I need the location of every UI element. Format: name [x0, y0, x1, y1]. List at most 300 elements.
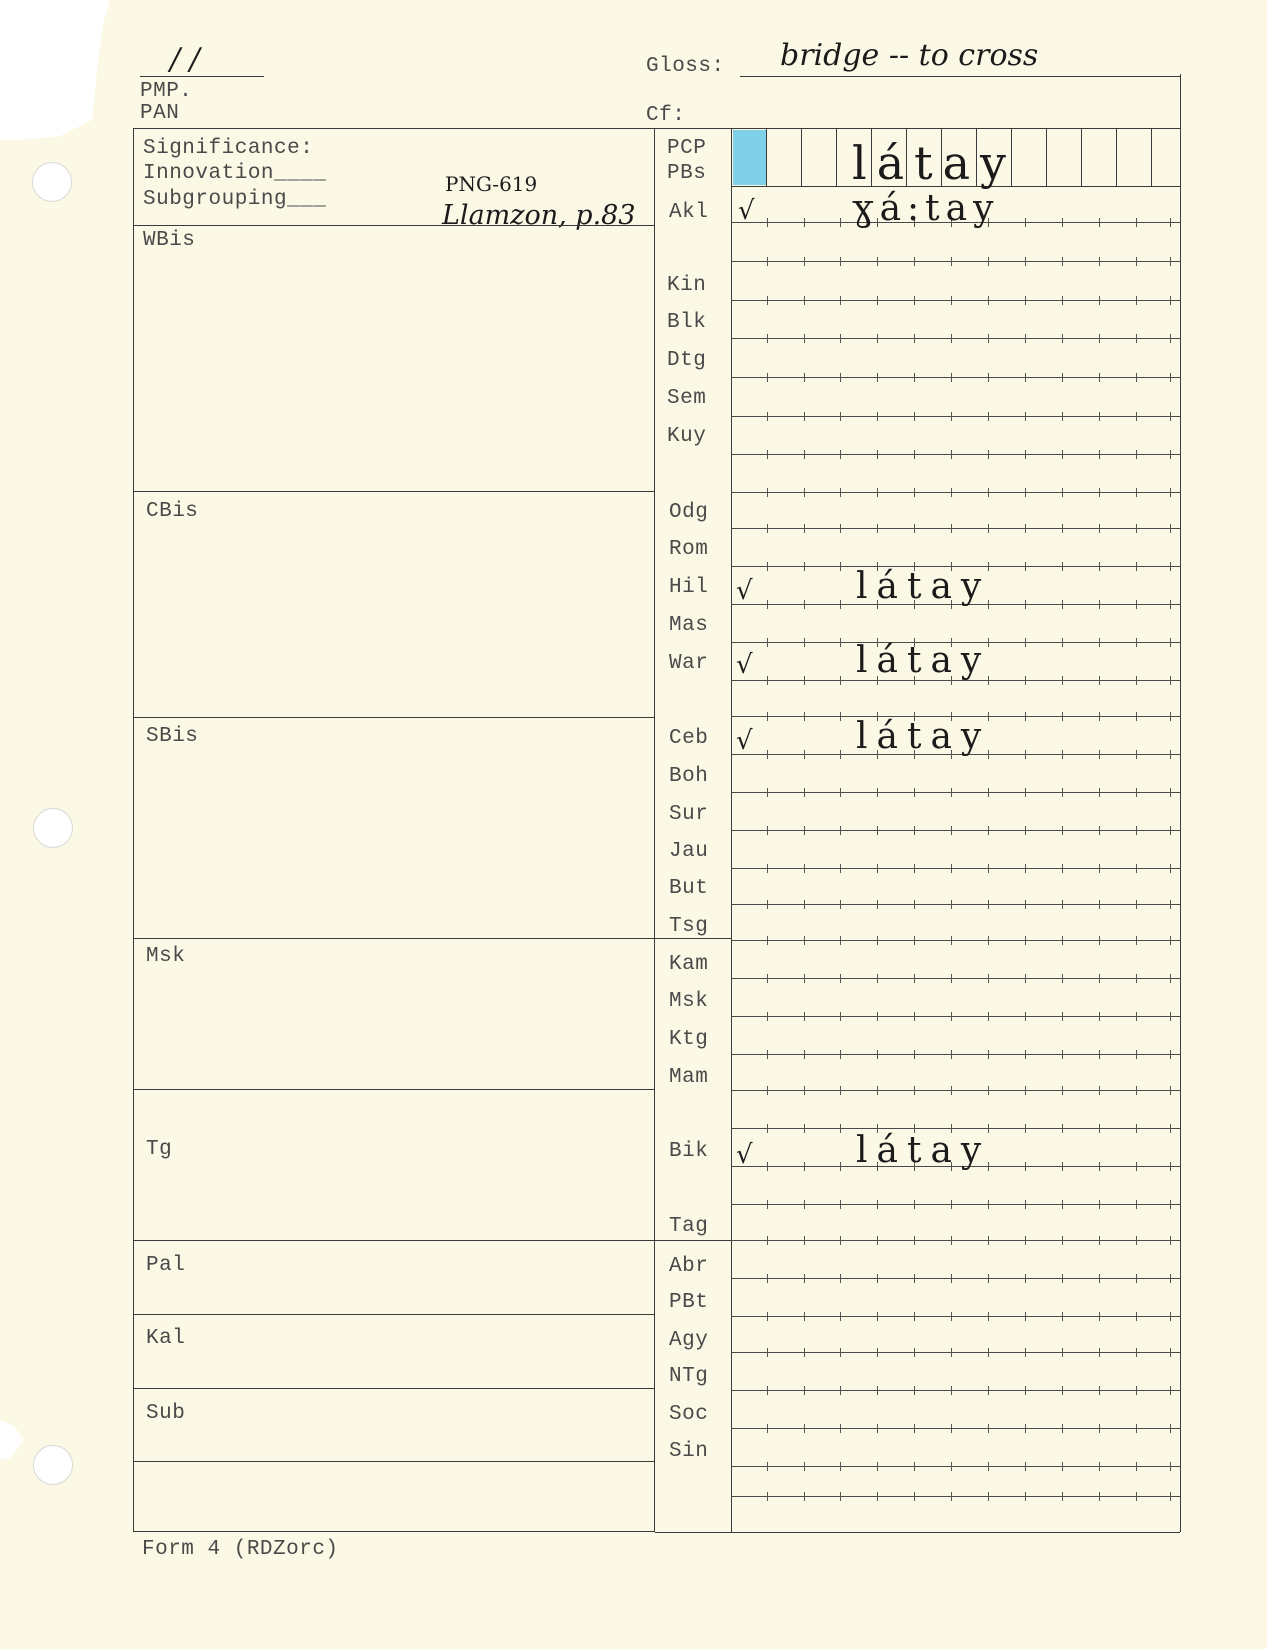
lang-kin: Kin — [667, 274, 707, 297]
ruled-tick — [914, 1050, 915, 1059]
ruled-tick — [877, 1424, 878, 1433]
ruled-tick — [877, 936, 878, 945]
ruled-tick — [1025, 1492, 1026, 1501]
ruled-tick — [840, 1424, 841, 1433]
ruled-tick — [914, 373, 915, 382]
ruled-tick — [840, 1162, 841, 1171]
ruled-tick — [877, 900, 878, 909]
ruled-tick — [767, 450, 768, 459]
ruled-tick — [804, 1274, 805, 1283]
ruled-tick — [951, 1012, 952, 1021]
ruled-tick — [1136, 257, 1137, 266]
ruled-tick — [767, 1274, 768, 1283]
ruled-tick — [1170, 936, 1171, 945]
ruled-tick — [1136, 1050, 1137, 1059]
ruled-tick — [1170, 1312, 1171, 1321]
ruled-tick — [1170, 1492, 1171, 1501]
ruled-tick — [1025, 974, 1026, 983]
ruled-tick — [840, 1236, 841, 1245]
ruled-tick — [951, 1050, 952, 1059]
ruled-tick — [767, 1462, 768, 1471]
divider-bottom — [133, 1461, 655, 1462]
ruled-tick — [767, 750, 768, 759]
ruled-tick — [914, 864, 915, 873]
lang-but: But — [669, 877, 709, 900]
ruled-line — [731, 1352, 1180, 1353]
lang-odg: Odg — [669, 501, 709, 524]
ruled-tick — [1136, 750, 1137, 759]
ruled-tick — [988, 1086, 989, 1095]
ruled-tick — [767, 1348, 768, 1357]
ruled-tick — [951, 296, 952, 305]
ruled-tick — [914, 1236, 915, 1245]
ruled-tick — [840, 334, 841, 343]
ruled-tick — [877, 864, 878, 873]
ruled-tick — [1136, 826, 1137, 835]
ruled-tick — [1099, 412, 1100, 421]
ruled-tick — [1062, 864, 1063, 873]
pcp-cell-divider — [1046, 128, 1047, 186]
ruled-tick — [767, 373, 768, 382]
ruled-tick — [1099, 788, 1100, 797]
ruled-line — [731, 1316, 1180, 1317]
ruled-tick — [1099, 562, 1100, 571]
lang-mam: Mam — [669, 1066, 709, 1089]
lang-jau: Jau — [669, 840, 709, 863]
ruled-tick — [1062, 334, 1063, 343]
ruled-tick — [1136, 1424, 1137, 1433]
ruled-tick — [877, 450, 878, 459]
ruled-tick — [1025, 712, 1026, 721]
ruled-tick — [1062, 676, 1063, 685]
ruled-tick — [767, 1236, 768, 1245]
ruled-tick — [988, 257, 989, 266]
ruled-tick — [1099, 900, 1100, 909]
ruled-tick — [877, 1312, 878, 1321]
ruled-line — [731, 978, 1180, 979]
lang-war: War — [669, 652, 709, 675]
ruled-tick — [767, 900, 768, 909]
ruled-tick — [840, 638, 841, 647]
punch-hole-bottom — [33, 1445, 73, 1485]
png-reference: PNG-619 — [445, 172, 538, 196]
ruled-tick — [804, 1200, 805, 1209]
ruled-tick — [988, 864, 989, 873]
lang-sur: Sur — [669, 803, 709, 826]
group-msk: Msk — [146, 945, 186, 968]
ruled-tick — [840, 257, 841, 266]
ruled-tick — [1170, 638, 1171, 647]
ruled-tick — [840, 1312, 841, 1321]
ruled-tick — [840, 562, 841, 571]
ruled-tick — [951, 936, 952, 945]
ruled-tick — [1136, 900, 1137, 909]
ruled-tick — [804, 1386, 805, 1395]
ruled-tick — [951, 1462, 952, 1471]
ruled-line — [731, 1204, 1180, 1205]
ruled-tick — [1170, 1386, 1171, 1395]
ruled-tick — [1062, 750, 1063, 759]
ruled-line — [731, 1054, 1180, 1055]
ruled-tick — [1062, 1274, 1063, 1283]
ruled-tick — [1099, 1386, 1100, 1395]
ruled-tick — [767, 562, 768, 571]
ruled-tick — [1170, 1348, 1171, 1357]
ruled-tick — [914, 412, 915, 421]
ruled-tick — [951, 412, 952, 421]
ruled-tick — [804, 1012, 805, 1021]
ruled-tick — [840, 900, 841, 909]
ruled-tick — [1062, 974, 1063, 983]
ruled-tick — [1025, 450, 1026, 459]
ruled-tick — [951, 1312, 952, 1321]
lang-tag: Tag — [669, 1215, 709, 1238]
ruled-line — [731, 792, 1180, 793]
ruled-tick — [988, 1236, 989, 1245]
ruled-tick — [1025, 750, 1026, 759]
ruled-tick — [1136, 334, 1137, 343]
ruled-tick — [951, 1348, 952, 1357]
ruled-tick — [1062, 826, 1063, 835]
ruled-tick — [767, 1424, 768, 1433]
ruled-tick — [877, 1386, 878, 1395]
ruled-line — [731, 1240, 1180, 1241]
ruled-tick — [877, 334, 878, 343]
subgrouping-label: Subgrouping___ — [143, 188, 327, 211]
bik-entry: látay — [856, 1130, 991, 1171]
ruled-tick — [1170, 1050, 1171, 1059]
ruled-tick — [1099, 1012, 1100, 1021]
ruled-tick — [1170, 218, 1171, 227]
ruled-tick — [840, 1386, 841, 1395]
ruled-tick — [1099, 334, 1100, 343]
ruled-tick — [1025, 257, 1026, 266]
ruled-tick — [877, 1492, 878, 1501]
ruled-tick — [767, 1050, 768, 1059]
ceb-entry: látay — [856, 716, 991, 757]
ruled-line — [731, 868, 1180, 869]
ruled-line — [731, 1390, 1180, 1391]
ruled-tick — [804, 900, 805, 909]
ruled-tick — [877, 373, 878, 382]
lang-hil: Hil — [669, 576, 709, 599]
ruled-tick — [877, 1462, 878, 1471]
pcp-cell-divider — [801, 128, 802, 186]
ruled-tick — [1099, 1462, 1100, 1471]
ruled-tick — [767, 296, 768, 305]
date-marks: / / — [170, 42, 200, 77]
ruled-tick — [767, 676, 768, 685]
ruled-tick — [1099, 676, 1100, 685]
ruled-tick — [1062, 296, 1063, 305]
ruled-tick — [1170, 488, 1171, 497]
lang-ceb: Ceb — [669, 727, 709, 750]
ruled-tick — [1136, 1492, 1137, 1501]
ruled-tick — [804, 334, 805, 343]
ruled-tick — [1099, 1086, 1100, 1095]
ruled-tick — [804, 218, 805, 227]
ruled-tick — [1099, 1124, 1100, 1133]
ruled-tick — [767, 1012, 768, 1021]
ruled-tick — [840, 864, 841, 873]
divider-cbis — [133, 491, 655, 492]
ruled-tick — [804, 562, 805, 571]
ruled-tick — [804, 488, 805, 497]
ruled-tick — [804, 412, 805, 421]
ruled-tick — [1062, 1462, 1063, 1471]
ruled-tick — [840, 524, 841, 533]
ruled-tick — [1099, 1274, 1100, 1283]
ruled-tick — [1099, 1200, 1100, 1209]
ruled-tick — [804, 936, 805, 945]
ruled-tick — [914, 334, 915, 343]
ruled-tick — [1099, 826, 1100, 835]
ruled-tick — [951, 1086, 952, 1095]
ruled-tick — [767, 936, 768, 945]
ruled-tick — [1025, 1012, 1026, 1021]
ruled-tick — [1099, 296, 1100, 305]
ruled-tick — [914, 257, 915, 266]
ruled-tick — [951, 1386, 952, 1395]
ruled-tick — [1025, 1086, 1026, 1095]
ruled-tick — [767, 1386, 768, 1395]
ruled-tick — [1025, 826, 1026, 835]
ruled-tick — [804, 600, 805, 609]
ruled-tick — [1136, 488, 1137, 497]
ruled-tick — [1136, 1200, 1137, 1209]
ruled-tick — [840, 412, 841, 421]
ruled-tick — [1170, 562, 1171, 571]
ruled-tick — [1136, 1348, 1137, 1357]
ruled-tick — [767, 1200, 768, 1209]
ruled-tick — [1062, 712, 1063, 721]
ruled-tick — [1062, 373, 1063, 382]
ruled-tick — [988, 412, 989, 421]
ruled-tick — [1170, 1162, 1171, 1171]
ruled-tick — [840, 1012, 841, 1021]
ruled-tick — [1136, 1274, 1137, 1283]
ruled-tick — [988, 788, 989, 797]
ruled-tick — [914, 936, 915, 945]
ruled-tick — [1025, 1348, 1026, 1357]
ruled-tick — [988, 1348, 989, 1357]
ruled-tick — [1099, 450, 1100, 459]
ruled-tick — [951, 450, 952, 459]
ruled-tick — [1136, 1086, 1137, 1095]
lang-sem: Sem — [667, 387, 707, 410]
ruled-tick — [804, 750, 805, 759]
divider-sbis — [133, 717, 655, 718]
ruled-tick — [804, 638, 805, 647]
ruled-tick — [840, 676, 841, 685]
ruled-tick — [988, 1492, 989, 1501]
ruled-tick — [840, 218, 841, 227]
ruled-tick — [1170, 900, 1171, 909]
ruled-tick — [1170, 826, 1171, 835]
divider-kal — [133, 1314, 655, 1315]
ruled-tick — [1062, 600, 1063, 609]
ruled-tick — [988, 1200, 989, 1209]
ruled-tick — [804, 1086, 805, 1095]
ruled-tick — [1170, 974, 1171, 983]
hil-entry: látay — [856, 566, 991, 607]
pbs-entry: látay — [852, 136, 1017, 190]
ruled-line — [731, 261, 1180, 262]
ruled-tick — [1062, 488, 1063, 497]
ruled-tick — [767, 218, 768, 227]
ruled-tick — [767, 600, 768, 609]
ruled-tick — [767, 712, 768, 721]
lang-msk: Msk — [669, 990, 709, 1013]
pcp-cell-divider — [766, 128, 767, 186]
ruled-tick — [1170, 334, 1171, 343]
lang-abr: Abr — [669, 1255, 709, 1278]
ruled-line — [731, 1466, 1180, 1467]
ruled-tick — [840, 936, 841, 945]
ruled-tick — [1170, 450, 1171, 459]
ruled-tick — [1170, 1012, 1171, 1021]
ruled-tick — [804, 788, 805, 797]
ruled-tick — [1025, 676, 1026, 685]
ruled-tick — [914, 1200, 915, 1209]
ruled-tick — [840, 1124, 841, 1133]
ruled-tick — [804, 864, 805, 873]
ruled-tick — [951, 1236, 952, 1245]
ruled-tick — [1025, 1424, 1026, 1433]
ruled-line — [731, 300, 1180, 301]
ruled-tick — [1025, 524, 1026, 533]
ruled-tick — [840, 750, 841, 759]
ruled-tick — [804, 712, 805, 721]
form-label: Form 4 (RDZorc) — [142, 1538, 339, 1561]
ruled-tick — [767, 334, 768, 343]
ruled-tick — [1170, 1274, 1171, 1283]
ruled-tick — [1025, 1162, 1026, 1171]
ruled-tick — [1136, 600, 1137, 609]
ruled-line — [731, 1128, 1180, 1129]
ruled-tick — [1025, 1462, 1026, 1471]
ruled-tick — [1025, 218, 1026, 227]
ruled-tick — [840, 450, 841, 459]
pcp-cell-divider — [1151, 128, 1152, 186]
ruled-tick — [1136, 712, 1137, 721]
ruled-tick — [1099, 638, 1100, 647]
ruled-tick — [1136, 936, 1137, 945]
ruled-tick — [767, 788, 768, 797]
ruled-tick — [1062, 1086, 1063, 1095]
ruled-tick — [951, 1200, 952, 1209]
ruled-tick — [1062, 1236, 1063, 1245]
ruled-tick — [804, 1162, 805, 1171]
ruled-tick — [988, 1050, 989, 1059]
lang-kam: Kam — [669, 953, 709, 976]
ruled-tick — [877, 1348, 878, 1357]
ruled-tick — [804, 1236, 805, 1245]
ruled-tick — [804, 373, 805, 382]
grid-top-edge — [655, 128, 1180, 129]
lang-tsg: Tsg — [669, 915, 709, 938]
ruled-tick — [1136, 1386, 1137, 1395]
ruled-tick — [877, 1200, 878, 1209]
ruled-tick — [840, 488, 841, 497]
punch-hole-middle — [33, 808, 73, 848]
ruled-tick — [877, 1086, 878, 1095]
ruled-tick — [1136, 524, 1137, 533]
ruled-tick — [840, 1274, 841, 1283]
date-underline — [140, 76, 264, 77]
grid-right-edge — [1180, 74, 1181, 1532]
ruled-tick — [1170, 788, 1171, 797]
ruled-tick — [840, 1462, 841, 1471]
group-kal: Kal — [146, 1327, 186, 1350]
ruled-tick — [1062, 1386, 1063, 1395]
ruled-tick — [1136, 864, 1137, 873]
pcp-cell-divider — [1081, 128, 1082, 186]
ruled-tick — [951, 524, 952, 533]
ruled-tick — [1025, 562, 1026, 571]
ruled-tick — [988, 974, 989, 983]
ruled-tick — [804, 524, 805, 533]
ruled-tick — [914, 488, 915, 497]
ruled-line — [731, 416, 1180, 417]
lang-rom: Rom — [669, 538, 709, 561]
ruled-tick — [1062, 936, 1063, 945]
ruled-line — [731, 528, 1180, 529]
ruled-tick — [914, 1312, 915, 1321]
ruled-tick — [877, 412, 878, 421]
ruled-tick — [914, 1086, 915, 1095]
ruled-tick — [877, 974, 878, 983]
ruled-tick — [1062, 257, 1063, 266]
ruled-tick — [1025, 936, 1026, 945]
ruled-tick — [951, 373, 952, 382]
left-panel — [133, 128, 655, 1532]
pmp-label: PMP. — [140, 80, 193, 103]
ruled-tick — [1062, 524, 1063, 533]
ruled-tick — [1062, 1200, 1063, 1209]
group-tg: Tg — [146, 1138, 173, 1161]
ruled-tick — [877, 1236, 878, 1245]
ruled-tick — [1025, 788, 1026, 797]
ruled-tick — [951, 1492, 952, 1501]
ruled-tick — [767, 638, 768, 647]
ruled-tick — [988, 488, 989, 497]
ruled-tick — [1170, 864, 1171, 873]
ruled-tick — [1062, 1124, 1063, 1133]
ruled-tick — [1062, 1348, 1063, 1357]
lang-kuy: Kuy — [667, 425, 707, 448]
ruled-tick — [1136, 412, 1137, 421]
ruled-tick — [1099, 218, 1100, 227]
gloss-underline — [740, 76, 1180, 77]
ruled-tick — [804, 296, 805, 305]
ruled-tick — [1099, 1424, 1100, 1433]
ruled-tick — [1099, 750, 1100, 759]
ruled-tick — [767, 1124, 768, 1133]
ruled-tick — [1136, 218, 1137, 227]
ruled-tick — [914, 1462, 915, 1471]
lang-sin: Sin — [669, 1440, 709, 1463]
ruled-tick — [767, 524, 768, 533]
ruled-tick — [1170, 1124, 1171, 1133]
lang-bik: Bik — [669, 1140, 709, 1163]
ruled-tick — [840, 1492, 841, 1501]
ruled-tick — [1136, 1124, 1137, 1133]
ruled-tick — [1062, 218, 1063, 227]
ruled-tick — [988, 334, 989, 343]
ruled-tick — [1136, 562, 1137, 571]
ruled-tick — [988, 1274, 989, 1283]
